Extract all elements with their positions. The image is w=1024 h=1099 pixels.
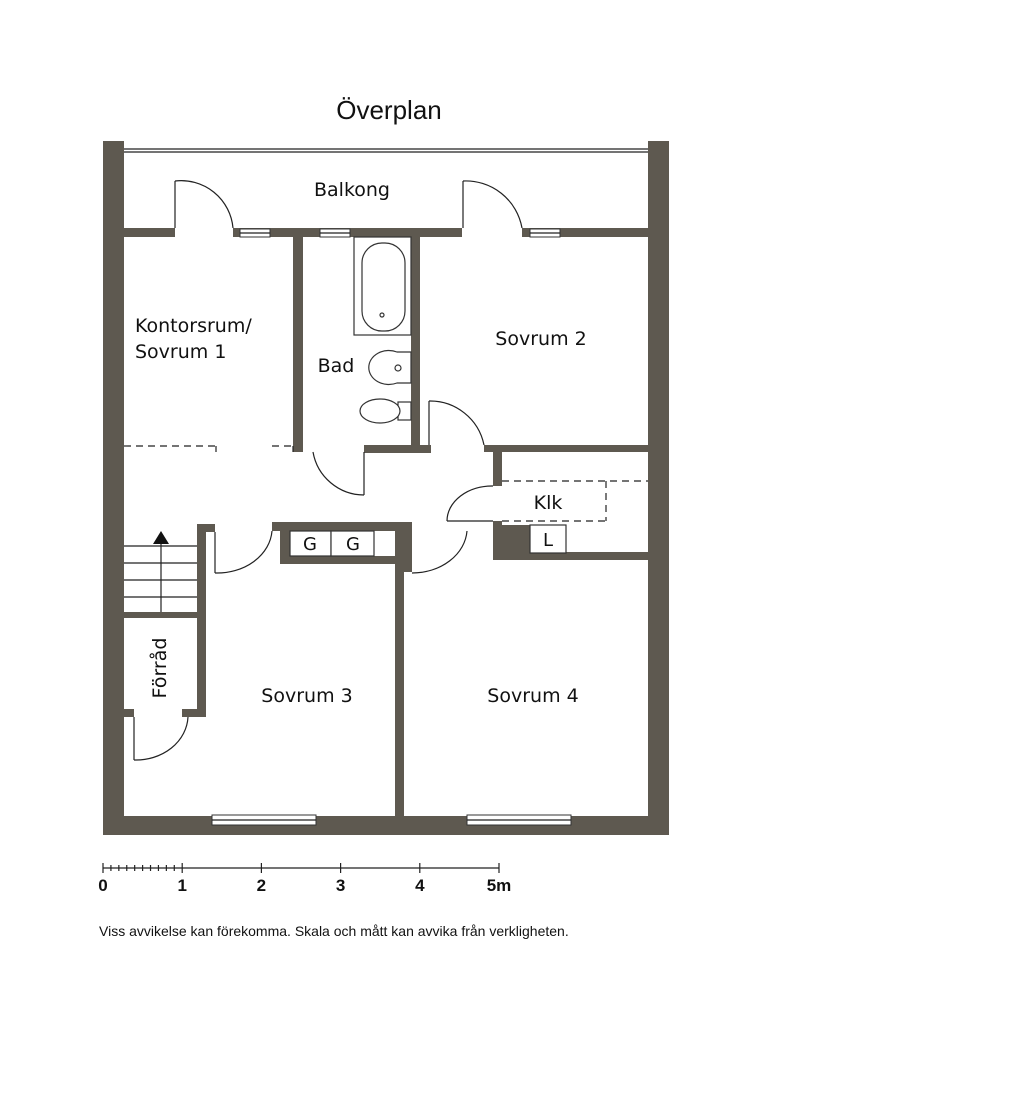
stair-direction-arrow-icon [153,531,169,544]
room-label-sovrum4: Sovrum 4 [487,685,579,707]
doors [134,181,522,760]
room-label-sovrum1: Sovrum 1 [135,341,227,363]
staircase [124,531,197,612]
plan-title: Överplan [336,95,442,125]
scale-label: 4 [415,876,425,895]
dashed-lines [124,446,648,521]
room-label-g-left: G [303,534,317,555]
scale-label: 5m [486,876,512,895]
room-label-balkong: Balkong [313,179,391,201]
room-label-forrad: Förråd [149,637,171,699]
sink [369,351,411,385]
scale-label: 2 [256,876,267,895]
room-label-sovrum2: Sovrum 2 [495,328,587,350]
room-label-klk: Klk [533,492,563,514]
disclaimer-text: Viss avvikelse kan förekomma. Skala och mått kan avvika från verkligheten. [99,923,569,939]
scale-labels [98,876,511,895]
bathtub [354,237,411,335]
room-label-kontorsrum: Kontorsrum/ [135,315,252,337]
scale-label: 0 [98,876,108,895]
room-label-sovrum3: Sovrum 3 [261,685,353,707]
scale-label: 1 [177,876,187,895]
scale-label: 3 [335,876,346,895]
scale-bar [103,863,499,873]
room-label-bad: Bad [317,355,355,377]
room-label-g-right: G [346,534,360,555]
room-label-l: L [542,530,554,551]
toilet [360,399,411,423]
